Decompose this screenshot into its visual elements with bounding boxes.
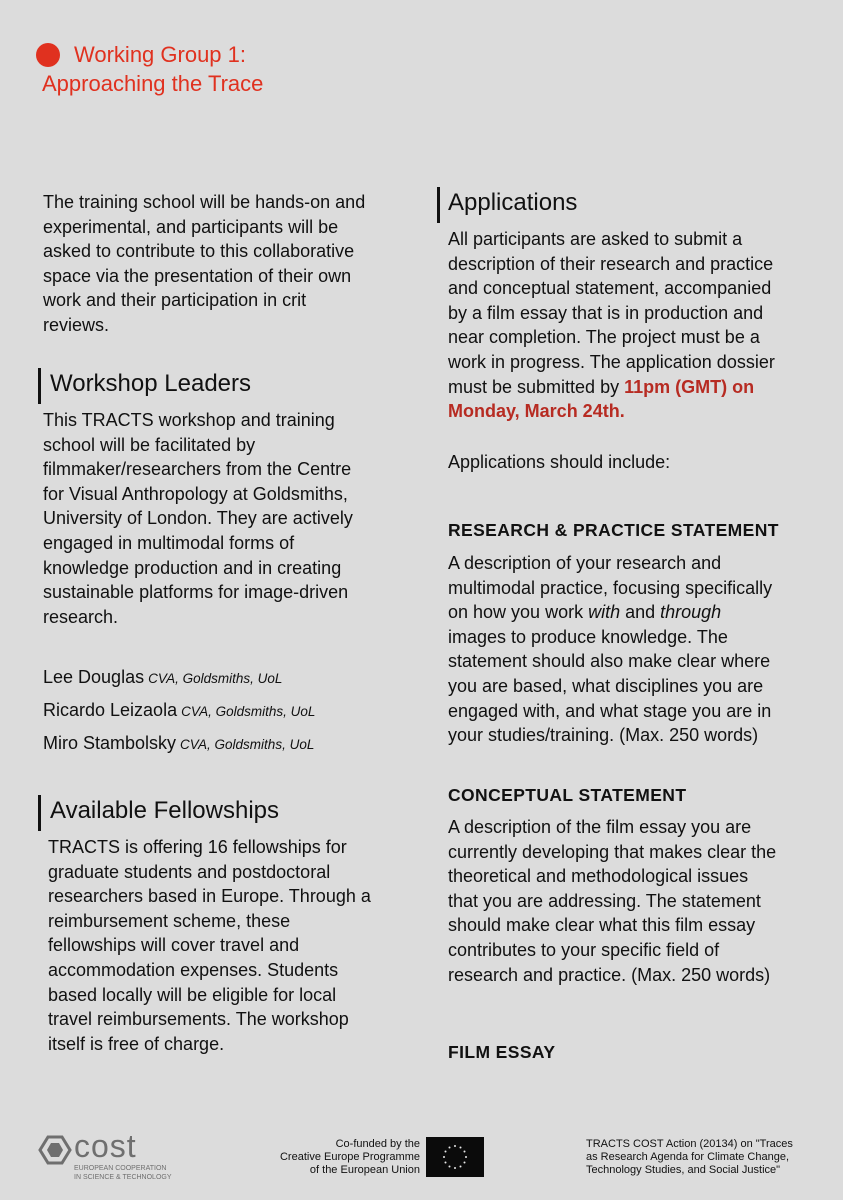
paragraph-line: near completion. The project must be a (448, 327, 760, 348)
eu-line: of the European Union (309, 1164, 420, 1176)
deadline-line (448, 375, 828, 400)
leader-name: Lee Douglas (43, 667, 145, 687)
action-line: Technology Studies, and Social Justice" (586, 1164, 781, 1176)
page-title (42, 40, 263, 98)
paragraph-line: sustainable platforms for image-driven (43, 582, 349, 603)
text-span: and (620, 602, 661, 623)
intro-line: reviews. (43, 314, 110, 335)
paragraph-line: research. (43, 606, 119, 627)
paragraph-line: based locally will be eligible for local (48, 984, 337, 1005)
paragraph-line: TRACTS is offering 16 fellowships for (48, 837, 347, 857)
title-line-2: Approaching the Trace (42, 71, 264, 96)
eu-stars-icon (426, 1137, 484, 1177)
eu-line: Co-funded by the (335, 1138, 420, 1150)
section-bar (38, 795, 41, 831)
title-line-1: Working Group 1: (74, 42, 247, 67)
intro-line: experimental, and participants will be (43, 216, 339, 237)
paragraph-line: reimbursement scheme, these (48, 910, 291, 931)
leader-entry (43, 731, 314, 757)
leader-affiliation: CVA, Goldsmiths, UoL (181, 704, 316, 719)
paragraph-line: should make clear what this film essay (448, 915, 756, 936)
intro-line: work and their participation in crit (43, 290, 307, 311)
paragraph-line: description of their research and practice (448, 253, 774, 274)
paragraph-line: researchers based in Europe. Through a (48, 886, 371, 907)
paragraph-line: engaged in multimodal forms of (43, 532, 295, 553)
paragraph-line: accommodation expenses. Students (48, 959, 339, 980)
paragraph-line (448, 600, 828, 625)
workshop-leaders-paragraph (43, 408, 413, 629)
research-statement-heading: RESEARCH & PRACTICE STATEMENT (448, 520, 779, 540)
paragraph-line: school will be facilitated by (43, 434, 256, 455)
paragraph-line: theoretical and methodological issues (448, 866, 749, 887)
leader-affiliation: CVA, Goldsmiths, UoL (180, 737, 315, 752)
paragraph-line: you are based, what disciplines you are (448, 675, 764, 696)
section-bar (437, 187, 440, 223)
paragraph-line: travel reimbursements. The workshop (48, 1009, 349, 1030)
paragraph-line: multimodal practice, focusing specifically (448, 577, 773, 598)
cost-logo (38, 1128, 178, 1184)
paragraph-line: filmmaker/researchers from the Centre (43, 459, 352, 480)
paragraph-line: knowledge production and in creating (43, 557, 342, 578)
paragraph-line: itself is free of charge. (48, 1033, 225, 1054)
paragraph-line: All participants are asked to submit a (448, 229, 743, 249)
eu-line: Creative Europe Programme (279, 1151, 420, 1163)
paragraph-line: that you are addressing. The statement (448, 890, 761, 911)
intro-line: asked to contribute to this collaborative (43, 241, 355, 262)
cost-logo-subtitle (74, 1164, 172, 1182)
conceptual-statement-paragraph (448, 815, 828, 987)
leader-name: Ricardo Leizaola (43, 700, 178, 720)
eu-flag-icon (426, 1137, 484, 1177)
paragraph-line: by a film essay that is in production and (448, 302, 764, 323)
conceptual-statement-heading: CONCEPTUAL STATEMENT (448, 785, 687, 805)
fellowships-paragraph (48, 835, 418, 1056)
research-statement-paragraph (448, 551, 828, 748)
paragraph-line: engaged with, and what stage you are in (448, 700, 772, 721)
paragraph-line: currently developing that makes clear the (448, 841, 777, 862)
paragraph-line: This TRACTS workshop and training (43, 410, 335, 430)
deadline-prefix: must be submitted by (448, 376, 625, 397)
cost-sub-line: EUROPEAN COOPERATION (74, 1165, 167, 1172)
paragraph-line: contributes to your specific field of (448, 939, 720, 960)
applications-include-intro: Applications should include: (448, 452, 671, 472)
action-line: as Research Agenda for Climate Change, (586, 1151, 790, 1163)
tracts-action-text (586, 1138, 826, 1177)
leader-entry (43, 665, 282, 691)
cost-sub-line: IN SCIENCE & TECHNOLOGY (74, 1174, 172, 1181)
emphasis-with: with (588, 602, 621, 623)
paragraph-line: A description of the film essay you are (448, 817, 752, 837)
paragraph-line: graduate students and postdoctoral (48, 861, 331, 882)
emphasis-through: through (660, 602, 722, 623)
paragraph-line: A description of your research and (448, 553, 722, 573)
section-bar (38, 368, 41, 404)
film-essay-heading: FILM ESSAY (448, 1042, 556, 1062)
paragraph-line: statement should also make clear where (448, 651, 771, 672)
paragraph-line: your studies/training. (Max. 250 words) (448, 725, 759, 746)
text-span: on how you work (448, 602, 589, 623)
intro-line: The training school will be hands-on and (43, 192, 366, 212)
paragraph-line: fellowships will cover travel and (48, 935, 300, 956)
intro-line: space via the presentation of their own (43, 265, 352, 286)
applications-heading: Applications (448, 189, 578, 216)
paragraph-line: images to produce knowledge. The (448, 626, 728, 647)
intro-paragraph (43, 190, 413, 338)
deadline-date: 11pm (GMT) on (624, 376, 755, 397)
workshop-leaders-heading: Workshop Leaders (50, 370, 251, 397)
cost-logo-text: cost (74, 1128, 137, 1164)
cost-logo-mark-icon (38, 1135, 72, 1165)
paragraph-line: and conceptual statement, accompanied (448, 278, 772, 299)
applications-paragraph (448, 227, 828, 424)
leader-name: Miro Stambolsky (43, 733, 177, 753)
fellowships-heading: Available Fellowships (50, 797, 280, 824)
eu-cofunded-text (262, 1138, 420, 1177)
paragraph-line: work in progress. The application dossier (448, 351, 775, 372)
deadline-date: Monday, March 24th. (448, 401, 625, 422)
paragraph-line: for Visual Anthropology at Goldsmiths, (43, 483, 348, 504)
action-line: TRACTS COST Action (20134) on "Traces (586, 1138, 793, 1150)
leader-affiliation: CVA, Goldsmiths, UoL (148, 671, 283, 686)
paragraph-line: University of London. They are actively (43, 508, 353, 529)
leader-entry (43, 698, 315, 724)
paragraph-line: research and practice. (Max. 250 words) (448, 964, 771, 985)
